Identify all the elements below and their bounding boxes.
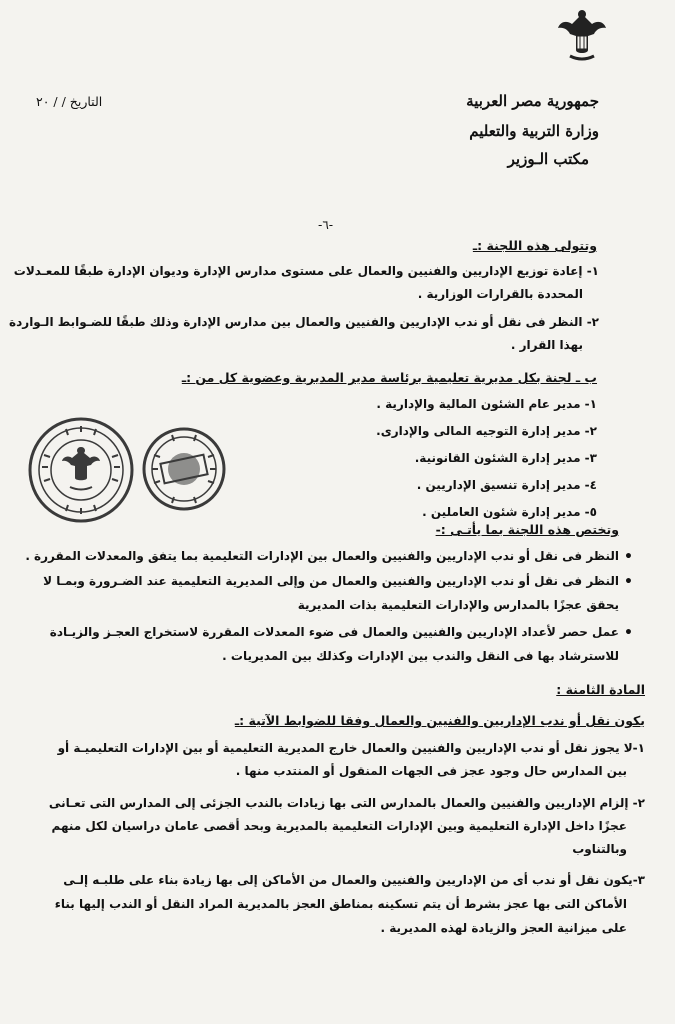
committee-a-item-1-line-1: ١- إعادة توزيع الإداريين والفنيين والعمال على مستوى مدارس الإدارة وديوان الإدارة طبقًا للمعـدلات — [13, 264, 599, 278]
rule-2-line-3: وبالتناوب — [572, 842, 627, 856]
republic-title: جمهورية مصر العربية — [466, 92, 599, 110]
rule-2-line-2: عجزًا داخل الإدارة التعليمية وبين الإدارات التعليمية بالمديرية وبحد أقصى عامان دراسيان لكل منهم — [51, 819, 627, 833]
committee-a-item-2-line-1: ٢- النظر فى نقل أو ندب الإداريين والفنيين والعمال بين مدارس الإدارة وذلك طبقًا للضـوابط الـواردة — [9, 315, 599, 329]
rule-2-line-1: ٢- إلزام الإداريين والفنيين والعمال بالمدارس التى بها زيادات بالندب الجزئى إلى المدارس التى تعـانى — [48, 796, 645, 810]
committee-a-title: وتتولى هذه اللجنة :ـ — [472, 238, 597, 253]
page-number: -٦- — [318, 218, 334, 232]
rule-3-line-2: الأماكن التى بها عجز بشرط أن يتم تسكينه بمناطق العجز بالمديرية المراد النقل أو الندب إليها بناء — [54, 897, 627, 911]
committee-a-item-2-line-2: بهذا القرار . — [510, 338, 583, 352]
eagle-emblem-icon — [556, 6, 608, 64]
committee-b-member-4: ٤- مدير إدارة تنسيق الإداريين . — [416, 478, 597, 492]
task-3-line-2: للاسترشاد بها فى النقل والندب بين الإدارات وكذلك بين المديريات . — [222, 649, 619, 663]
committee-b-member-5: ٥- مدير إدارة شئون العاملين . — [422, 505, 597, 519]
task-2-line-2: يحقق عجزًا بالمدارس والإدارات التعليمية بذات المديرية — [297, 598, 619, 612]
committee-b-tasks-title: وتختص هذه اللجنة بما يأتـى :- — [435, 522, 619, 537]
committee-a-item-1-line-2: المحددة بالقرارات الوزارية . — [417, 287, 583, 301]
rule-3-line-3: على ميزانية العجز والزيادة لهذه المديرية . — [380, 921, 627, 935]
article-8-subtitle: يكون نقل أو ندب الإداريين والفنيين والعمال وفقا للضوابط الآتية :ـ — [234, 713, 645, 728]
official-seal-stamp-icon — [26, 415, 136, 525]
task-3-line-1: • عمل حصر لأعداد الإداريين والفنيين والعمال فى ضوء المعدلات المقررة لاستخراج العجـز والزيـادة — [50, 625, 619, 639]
committee-b-title: ب ـ لجنة بكل مديرية تعليمية برئاسة مدير المديرية وعضوية كل من :ـ — [181, 370, 597, 385]
task-1-line-1: • النظر فى نقل أو ندب الإداريين والفنيين والعمال بين الإدارات التعليمية بما يتفق والمعدلات المقررة . — [25, 549, 619, 563]
rule-1-line-1: ١-لا يجوز نقل أو ندب الإداريين والفنيين والعمال خارج المديرية التعليمية أو بين الإدارات التعليميـة أو — [57, 741, 645, 755]
round-stamp-icon — [140, 425, 228, 513]
rule-1-line-2: بين المدارس حال وجود عجز فى الجهات المنقول أو المنتدب منها . — [235, 764, 627, 778]
article-8-title: المادة الثامنة : — [556, 682, 645, 697]
committee-b-member-3: ٣- مدير إدارة الشئون القانونية. — [414, 451, 597, 465]
rule-3-line-1: ٣-يكون نقل أو ندب أى من الإداريين والفنيين والعمال من الأماكن إلى بها زيادة بناء على طلبـه إلـى — [63, 873, 645, 887]
task-2-line-1: • النظر فى نقل أو ندب الإداريين والفنيين والعمال من وإلى المديرية التعليمية عند الضـرورة وبمـا لا — [43, 574, 619, 588]
committee-b-member-1: ١- مدير عام الشئون المالية والإدارية . — [376, 397, 597, 411]
office-title: مكتب الـوزير — [507, 150, 589, 168]
date-field: التاريخ / / ٢٠ — [36, 94, 103, 109]
committee-b-member-2: ٢- مدير إدارة التوجيه المالى والإدارى. — [376, 424, 597, 438]
ministry-title: وزارة التربية والتعليم — [469, 122, 599, 140]
